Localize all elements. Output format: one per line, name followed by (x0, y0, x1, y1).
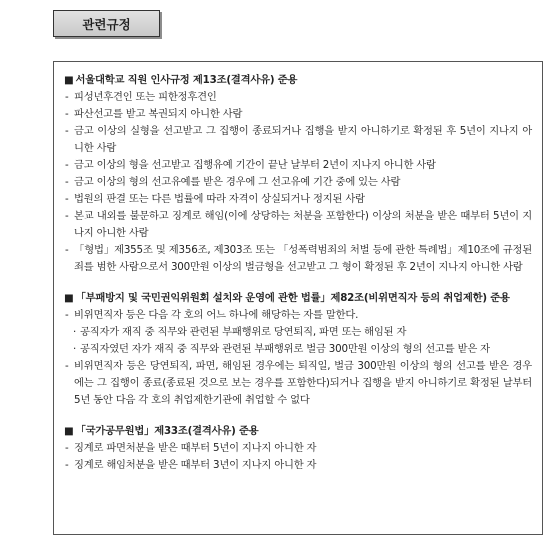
section-anti-corruption-act (64, 290, 532, 409)
dash-marker: - (65, 193, 69, 205)
dot-marker: · (73, 343, 77, 355)
list-item-text: 비위면직자 등은 다음 각 호의 어느 하나에 해당하는 자를 말한다. (74, 309, 359, 321)
section-heading (64, 423, 532, 440)
list-item-text: 「형법」제355조 및 제356조, 제303조 또는 「성폭력범죄의 처벌 등에 관한 특례법」제10조에 규정된 죄를 범한 사람으로서 300만원 이상의 벌금형을 선고받고 그 형이 확정된 후 2년이 지나지 아니한 사람 (74, 244, 532, 273)
list-item (64, 174, 532, 191)
list-item (64, 89, 532, 106)
dash-marker: - (65, 244, 69, 256)
sub-list-item-text: 공직자가 재직 중 직무와 관련된 부패행위로 당연퇴직, 파면 또는 해임된 자 (80, 326, 407, 338)
sub-list-item (64, 341, 532, 358)
square-bullet-icon: ■ (64, 292, 74, 304)
list-item-text: 금고 이상의 형을 선고받고 집행유예 기간이 끝난 날부터 2년이 지나지 아니한 사람 (74, 159, 436, 171)
list-item (64, 440, 532, 457)
list-item (64, 358, 532, 409)
related-regulations-tab (53, 10, 160, 37)
section-heading (64, 290, 532, 307)
list-item (64, 307, 532, 324)
list-item-text: 피성년후견인 또는 피한정후견인 (74, 91, 217, 103)
dash-marker: - (65, 159, 69, 171)
list-item-text: 징계로 해임처분을 받은 때부터 3년이 지나지 아니한 자 (74, 459, 317, 471)
list-item-text: 본교 내외를 불문하고 징계로 해임(이에 상당하는 처분을 포함한다) 이상의 처분을 받은 때부터 5년이 지나지 아니한 사람 (74, 210, 532, 239)
square-bullet-icon: ■ (64, 425, 74, 437)
dash-marker: - (65, 360, 69, 372)
section-state-public-officials-act (64, 423, 532, 474)
dash-marker: - (65, 309, 69, 321)
list-item-text: 법원의 판결 또는 다른 법률에 따라 자격이 상실되거나 정지된 사람 (74, 193, 365, 205)
sub-list-item (64, 324, 532, 341)
dash-marker: - (65, 210, 69, 222)
list-item (64, 106, 532, 123)
dot-marker: · (73, 326, 77, 338)
sub-list-item-text: 공직자였던 자가 재직 중 직무와 관련된 부패행위로 벌금 300만원 이상의 형의 선고를 받은 자 (80, 343, 490, 355)
dash-marker: - (65, 442, 69, 454)
regulations-box (53, 61, 543, 535)
section-heading-text: 서울대학교 직원 인사규정 제13조(결격사유) 준용 (75, 74, 298, 86)
list-item (64, 191, 532, 208)
list-item-text: 비위면직자 등은 당연퇴직, 파면, 해임된 경우에는 퇴직일, 벌금 300만원 이상의 형의 선고를 받은 경우에는 그 집행이 종료(종료된 것으로 보는 경우를 포함한다)되거나 집행을 받지 아니하기로 확정된 날부터 5년 동안 다음 각 호의 취업제한기관에 취업할 수 없다 (74, 360, 532, 406)
list-item-text: 징계로 파면처분을 받은 때부터 5년이 지나지 아니한 자 (74, 442, 317, 454)
dash-marker: - (65, 459, 69, 471)
list-item (64, 157, 532, 174)
list-item (64, 123, 532, 157)
list-item-text: 금고 이상의 형의 선고유예를 받은 경우에 그 선고유예 기간 중에 있는 사람 (74, 176, 401, 188)
section-snu-personnel-rules (64, 72, 532, 276)
section-heading (64, 72, 532, 89)
list-item-text: 금고 이상의 실형을 선고받고 그 집행이 종료되거나 집행을 받지 아니하기로 확정된 후 5년이 지나지 아니한 사람 (74, 125, 532, 154)
dash-marker: - (65, 125, 69, 137)
square-bullet-icon: ■ (64, 74, 74, 86)
tab-label: 관련규정 (82, 16, 131, 32)
section-heading-text: 「부패방지 및 국민권익위원회 설치와 운영에 관한 법률」제82조(비위면직자 등의 취업제한) 준용 (75, 292, 510, 304)
list-item (64, 208, 532, 242)
section-heading-text: 「국가공무원법」제33조(결격사유) 준용 (75, 425, 259, 437)
list-item (64, 457, 532, 474)
dash-marker: - (65, 176, 69, 188)
list-item-text: 파산선고를 받고 복권되지 아니한 사람 (74, 108, 243, 120)
dash-marker: - (65, 91, 69, 103)
list-item (64, 242, 532, 276)
dash-marker: - (65, 108, 69, 120)
